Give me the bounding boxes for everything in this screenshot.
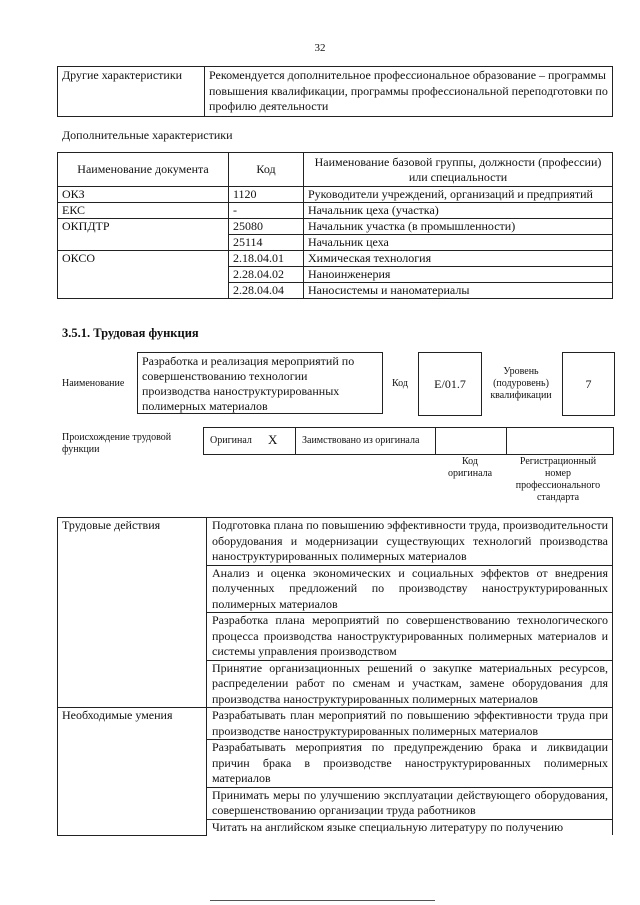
labor-action-item: Подготовка плана по повышению эффективности труда, производительности оборудования и модернизации существующих технологий производства наноструктурированных полимерных материалов: [207, 518, 613, 566]
function-code-value: E/01.7: [418, 352, 482, 416]
labor-actions-label: Трудовые действия: [58, 518, 207, 708]
labor-action-item: Разработка плана мероприятий по совершенствованию технологического процесса производства наноструктурированных полимерных материалов и системы управления производством: [207, 613, 613, 661]
code-label: Код: [392, 378, 408, 389]
doc-eks: ЕКС: [58, 203, 229, 219]
original-cell: [203, 427, 296, 455]
code-cell: -: [229, 203, 304, 219]
page-number: 32: [314, 42, 326, 54]
code-cell: 2.28.04.02: [229, 267, 304, 283]
origin-label: Происхождение трудовой функции: [62, 432, 172, 455]
labor-function-table: [57, 517, 613, 836]
name-cell: Наноинженерия: [304, 267, 613, 283]
name-cell: Руководители учреждений, организаций и предприятий: [304, 187, 613, 203]
other-characteristics-label: Другие характеристики: [58, 67, 205, 117]
borrowed-cell: [295, 427, 436, 455]
qualification-level-value: 7: [562, 352, 615, 416]
code-cell: 25080: [229, 219, 304, 235]
header-code: Код: [229, 153, 304, 187]
name-cell: Начальник цеха (участка): [304, 203, 613, 219]
skill-item: Читать на английском языке специальную литературу по получению: [207, 819, 613, 835]
required-skills-label: Необходимые умения: [58, 708, 207, 836]
skill-item: Принимать меры по улучшению эксплуатации действующего оборудования, совершенствованию организации труда работников: [207, 787, 613, 819]
labor-action-item: Анализ и оценка экономических и социальных эффектов от внедрения полученных предложений по производству наноструктурированных полимерных материалов: [207, 565, 613, 613]
name-cell: Наносистемы и наноматериалы: [304, 283, 613, 299]
section-title: 3.5.1. Трудовая функция: [62, 326, 199, 340]
other-characteristics-table: [57, 66, 613, 117]
name-cell: Начальник цеха: [304, 235, 613, 251]
doc-okpdtr: ОКПДТР: [58, 219, 229, 251]
code-cell: 2.18.04.01: [229, 251, 304, 267]
code-cell: 1120: [229, 187, 304, 203]
code-cell: 25114: [229, 235, 304, 251]
original-label: Оригинал: [210, 435, 252, 446]
skill-item: Разрабатывать мероприятия по предупреждению брака и ликвидации причин брака в производстве наноструктурированных полимерных материалов: [207, 740, 613, 788]
footer-rule: [210, 900, 435, 901]
borrowed-label: Заимствовано из оригинала: [302, 435, 420, 446]
header-group-name: Наименование базовой группы, должности (профессии) или специальности: [304, 153, 613, 187]
doc-okso: ОКСО: [58, 251, 229, 299]
registration-number-cell: [506, 427, 614, 455]
name-cell: Начальник участка (в промышленности): [304, 219, 613, 235]
name-cell: Химическая технология: [304, 251, 613, 267]
function-name-value: Разработка и реализация мероприятий по совершенствованию технологии производства наноструктурированных полимерных материалов: [137, 352, 383, 414]
original-code-caption: Код оригинала: [447, 456, 493, 479]
original-mark: X: [268, 432, 278, 447]
doc-okz: ОКЗ: [58, 187, 229, 203]
qualification-level-label: Уровень (подуровень) квалификации: [490, 366, 552, 401]
code-cell: 2.28.04.04: [229, 283, 304, 299]
original-code-cell: [434, 427, 507, 455]
classifiers-table: [57, 152, 613, 299]
additional-characteristics-title: Дополнительные характеристики: [62, 128, 233, 142]
labor-action-item: Принятие организационных решений о закупке материальных ресурсов, распределении работ по сменам и участкам, замене оборудования для производства наноструктурированных полимерных материалов: [207, 660, 613, 708]
other-characteristics-value: Рекомендуется дополнительное профессиональное образование – программы повышения квалификации, программы профессиональной переподготовки по профилю деятельности: [205, 67, 613, 117]
skill-item: Разрабатывать план мероприятий по повышению эффективности труда при производстве наноструктурированных полимерных материалов: [207, 708, 613, 740]
function-name-label: Наименование: [62, 378, 125, 389]
header-document: Наименование документа: [58, 153, 229, 187]
registration-number-caption: Регистрационный номер профессионального стандарта: [515, 456, 601, 503]
